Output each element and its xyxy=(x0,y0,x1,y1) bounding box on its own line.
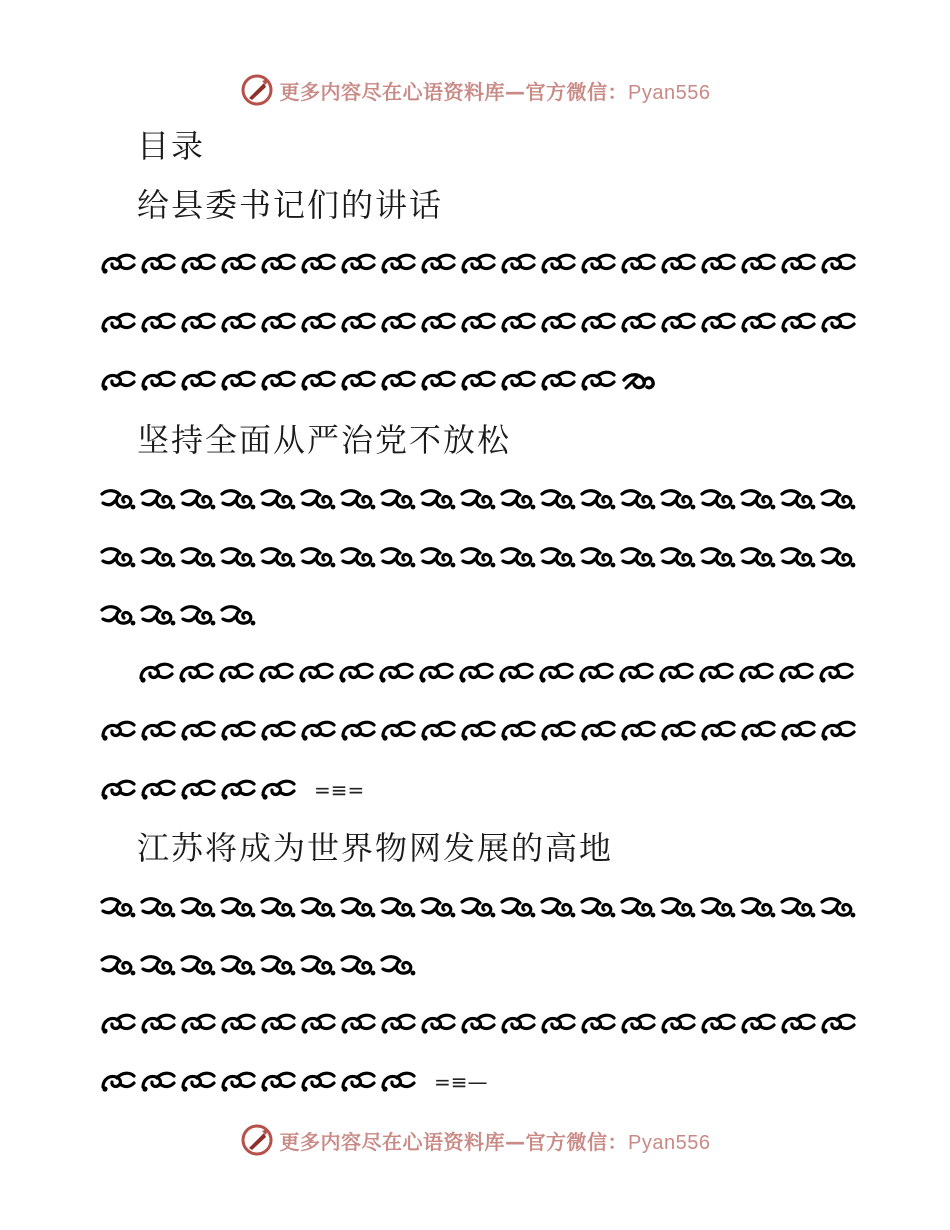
garbled-glyph-icon xyxy=(180,1069,216,1095)
garbled-glyph-icon xyxy=(180,368,216,394)
garbled-text-row xyxy=(100,540,860,574)
garbled-glyph-icon xyxy=(820,1011,856,1037)
page-number-mark: =≡= xyxy=(314,778,365,802)
garbled-glyph-icon xyxy=(380,251,416,277)
garbled-glyph-icon xyxy=(220,718,256,744)
garbled-glyph-icon xyxy=(380,486,416,512)
garbled-glyph-icon xyxy=(300,544,336,570)
garbled-glyph-icon xyxy=(138,660,174,686)
garbled-glyph-icon xyxy=(220,486,256,512)
toc-heading-2: 坚持全面从严治党不放松 xyxy=(137,421,512,459)
garbled-glyph-icon xyxy=(180,894,216,920)
garbled-glyph-icon xyxy=(460,486,496,512)
garbled-glyph-icon xyxy=(140,544,176,570)
garbled-glyph-icon xyxy=(538,660,574,686)
garbled-glyph-icon xyxy=(100,251,136,277)
garbled-glyph-icon xyxy=(700,486,736,512)
garbled-glyph-icon xyxy=(100,1011,136,1037)
garbled-glyph-icon xyxy=(100,486,136,512)
garbled-glyph-icon xyxy=(340,310,376,336)
garbled-glyph-icon xyxy=(260,777,296,803)
garbled-glyph-icon xyxy=(540,1011,576,1037)
garbled-glyph-icon xyxy=(140,1069,176,1095)
garbled-glyph-icon xyxy=(340,251,376,277)
garbled-glyph-icon xyxy=(180,486,216,512)
garbled-glyph-icon xyxy=(140,486,176,512)
garbled-glyph-icon xyxy=(460,251,496,277)
garbled-glyph-icon xyxy=(620,894,656,920)
garbled-glyph-icon xyxy=(700,251,736,277)
garbled-glyph-icon xyxy=(220,1069,256,1095)
garbled-glyph-icon xyxy=(460,894,496,920)
garbled-glyph-icon xyxy=(140,952,176,978)
watermark-id: Pyan556 xyxy=(628,81,711,104)
garbled-glyph-icon xyxy=(260,486,296,512)
garbled-glyph-icon xyxy=(340,894,376,920)
garbled-glyph-icon xyxy=(578,660,614,686)
garbled-glyph-icon xyxy=(540,368,576,394)
toc-title: 目录 xyxy=(137,127,206,165)
garbled-glyph-icon xyxy=(658,660,694,686)
garbled-glyph-icon xyxy=(820,718,856,744)
garbled-glyph-icon xyxy=(260,1011,296,1037)
garbled-glyph-icon xyxy=(820,310,856,336)
garbled-glyph-icon xyxy=(420,368,456,394)
garbled-text-row xyxy=(138,656,858,690)
garbled-glyph-icon xyxy=(100,952,136,978)
garbled-glyph-icon xyxy=(540,251,576,277)
garbled-glyph-icon xyxy=(340,1069,376,1095)
garbled-glyph-icon xyxy=(700,1011,736,1037)
garbled-text-row xyxy=(100,364,660,398)
garbled-glyph-icon xyxy=(540,544,576,570)
quill-logo-icon xyxy=(240,1123,274,1157)
garbled-glyph-icon xyxy=(698,660,734,686)
garbled-glyph-icon xyxy=(340,718,376,744)
garbled-glyph-icon xyxy=(380,1011,416,1037)
garbled-glyph-icon xyxy=(820,544,856,570)
garbled-glyph-icon xyxy=(260,544,296,570)
garbled-glyph-icon xyxy=(500,368,536,394)
garbled-glyph-icon xyxy=(620,310,656,336)
garbled-glyph-icon xyxy=(540,486,576,512)
garbled-glyph-icon xyxy=(540,718,576,744)
garbled-glyph-icon xyxy=(818,660,854,686)
garbled-glyph-icon xyxy=(420,718,456,744)
garbled-text-row xyxy=(100,714,860,748)
garbled-glyph-icon xyxy=(220,251,256,277)
garbled-glyph-icon xyxy=(620,1011,656,1037)
garbled-glyph-icon xyxy=(300,952,336,978)
garbled-glyph-icon xyxy=(258,660,294,686)
garbled-glyph-icon xyxy=(740,544,776,570)
garbled-glyph-icon xyxy=(580,544,616,570)
garbled-glyph-icon xyxy=(140,1011,176,1037)
garbled-glyph-icon xyxy=(500,251,536,277)
garbled-glyph-icon xyxy=(420,1011,456,1037)
garbled-glyph-icon xyxy=(418,660,454,686)
garbled-glyph-icon xyxy=(820,486,856,512)
garbled-glyph-icon xyxy=(660,1011,696,1037)
garbled-glyph-icon xyxy=(220,310,256,336)
garbled-glyph-icon xyxy=(580,894,616,920)
garbled-glyph-icon xyxy=(740,1011,776,1037)
watermark-header xyxy=(0,70,950,110)
garbled-glyph-icon xyxy=(220,602,256,628)
garbled-glyph-icon xyxy=(180,777,216,803)
garbled-glyph-icon xyxy=(298,660,334,686)
garbled-glyph-icon xyxy=(340,952,376,978)
garbled-glyph-icon xyxy=(300,894,336,920)
garbled-glyph-icon xyxy=(540,310,576,336)
garbled-glyph-icon xyxy=(460,544,496,570)
garbled-glyph-icon xyxy=(660,251,696,277)
garbled-glyph-icon xyxy=(140,777,176,803)
garbled-text-row xyxy=(100,247,860,281)
garbled-glyph-icon xyxy=(100,368,136,394)
garbled-text-row xyxy=(100,948,420,982)
page-number-mark: =≡— xyxy=(434,1070,488,1094)
garbled-glyph-icon xyxy=(820,251,856,277)
garbled-glyph-icon xyxy=(340,544,376,570)
garbled-glyph-icon xyxy=(260,952,296,978)
garbled-glyph-icon xyxy=(500,1011,536,1037)
garbled-glyph-icon xyxy=(458,660,494,686)
watermark-text: 更多内容尽在心语资料库—官方微信：Pyan556 xyxy=(279,79,711,104)
garbled-glyph-icon xyxy=(338,660,374,686)
toc-heading-1: 给县委书记们的讲话 xyxy=(137,186,444,224)
garbled-glyph-icon xyxy=(420,251,456,277)
garbled-glyph-icon xyxy=(620,544,656,570)
garbled-glyph-icon xyxy=(700,310,736,336)
garbled-glyph-icon xyxy=(300,486,336,512)
garbled-glyph-icon xyxy=(380,1069,416,1095)
garbled-glyph-icon xyxy=(380,544,416,570)
garbled-glyph-icon xyxy=(460,368,496,394)
garbled-glyph-icon xyxy=(180,952,216,978)
garbled-glyph-icon xyxy=(260,251,296,277)
garbled-glyph-icon xyxy=(460,1011,496,1037)
garbled-glyph-icon xyxy=(780,894,816,920)
garbled-glyph-icon xyxy=(220,544,256,570)
garbled-glyph-icon xyxy=(660,544,696,570)
garbled-glyph-icon xyxy=(100,602,136,628)
garbled-glyph-icon xyxy=(618,660,654,686)
garbled-glyph-icon xyxy=(140,368,176,394)
garbled-glyph-icon xyxy=(220,1011,256,1037)
garbled-glyph-icon xyxy=(740,718,776,744)
garbled-glyph-icon xyxy=(420,310,456,336)
garbled-glyph-icon xyxy=(220,777,256,803)
garbled-glyph-icon xyxy=(620,486,656,512)
garbled-glyph-icon xyxy=(780,310,816,336)
garbled-glyph-icon xyxy=(178,660,214,686)
garbled-glyph-icon xyxy=(218,660,254,686)
garbled-glyph-icon xyxy=(740,486,776,512)
garbled-glyph-icon xyxy=(260,718,296,744)
garbled-glyph-icon xyxy=(380,718,416,744)
garbled-glyph-icon xyxy=(260,310,296,336)
garbled-glyph-icon xyxy=(660,310,696,336)
garbled-glyph-icon xyxy=(340,368,376,394)
garbled-glyph-icon xyxy=(740,310,776,336)
garbled-text-row xyxy=(100,482,860,516)
garbled-glyph-icon xyxy=(380,310,416,336)
garbled-glyph-icon xyxy=(340,486,376,512)
garbled-text-row xyxy=(100,1065,488,1099)
garbled-glyph-icon xyxy=(380,952,416,978)
garbled-glyph-icon xyxy=(220,952,256,978)
garbled-glyph-icon xyxy=(140,894,176,920)
garbled-glyph-icon xyxy=(300,310,336,336)
garbled-glyph-icon xyxy=(180,251,216,277)
garbled-glyph-icon xyxy=(700,894,736,920)
garbled-glyph-icon xyxy=(220,894,256,920)
garbled-glyph-icon xyxy=(580,368,616,394)
garbled-glyph-icon xyxy=(620,718,656,744)
garbled-glyph-icon xyxy=(500,310,536,336)
garbled-glyph-icon xyxy=(740,894,776,920)
garbled-glyph-icon xyxy=(100,1069,136,1095)
garbled-glyph-icon xyxy=(740,251,776,277)
garbled-glyph-icon xyxy=(460,718,496,744)
garbled-text-row xyxy=(100,598,260,632)
garbled-glyph-icon xyxy=(380,894,416,920)
garbled-glyph-icon xyxy=(380,368,416,394)
garbled-glyph-icon xyxy=(460,310,496,336)
garbled-glyph-icon xyxy=(180,718,216,744)
garbled-glyph-icon xyxy=(580,251,616,277)
garbled-glyph-icon xyxy=(180,1011,216,1037)
garbled-glyph-icon xyxy=(140,310,176,336)
garbled-glyph-icon xyxy=(540,894,576,920)
garbled-glyph-icon xyxy=(780,718,816,744)
garbled-glyph-icon xyxy=(180,602,216,628)
garbled-glyph-icon xyxy=(180,310,216,336)
garbled-glyph-icon xyxy=(420,894,456,920)
garbled-glyph-icon xyxy=(220,368,256,394)
garbled-glyph-icon xyxy=(378,660,414,686)
garbled-glyph-icon xyxy=(500,544,536,570)
garbled-glyph-icon xyxy=(100,310,136,336)
garbled-glyph-icon xyxy=(300,1069,336,1095)
garbled-glyph-icon xyxy=(140,602,176,628)
garbled-glyph-icon xyxy=(660,718,696,744)
garbled-text-row xyxy=(100,890,860,924)
garbled-glyph-icon xyxy=(700,718,736,744)
watermark-id: Pyan556 xyxy=(628,1131,711,1154)
watermark-footer xyxy=(0,1120,950,1160)
garbled-glyph-icon xyxy=(500,894,536,920)
garbled-glyph-icon xyxy=(700,544,736,570)
garbled-glyph-icon xyxy=(340,1011,376,1037)
garbled-glyph-icon xyxy=(498,660,534,686)
garbled-glyph-icon xyxy=(420,544,456,570)
garbled-glyph-icon xyxy=(100,894,136,920)
garbled-text-row xyxy=(100,306,860,340)
garbled-glyph-icon xyxy=(300,368,336,394)
garbled-glyph-icon xyxy=(260,368,296,394)
garbled-glyph-icon xyxy=(780,251,816,277)
garbled-glyph-icon xyxy=(660,486,696,512)
garbled-glyph-icon xyxy=(140,718,176,744)
garbled-glyph-icon xyxy=(780,544,816,570)
garbled-glyph-icon xyxy=(180,544,216,570)
toc-heading-3: 江苏将成为世界物网发展的高地 xyxy=(137,829,614,867)
garbled-glyph-icon xyxy=(300,251,336,277)
garbled-glyph-icon xyxy=(660,894,696,920)
garbled-glyph-icon xyxy=(260,894,296,920)
garbled-glyph-icon xyxy=(620,368,656,394)
garbled-glyph-icon xyxy=(580,1011,616,1037)
garbled-glyph-icon xyxy=(500,718,536,744)
garbled-glyph-icon xyxy=(100,777,136,803)
garbled-glyph-icon xyxy=(300,718,336,744)
garbled-glyph-icon xyxy=(580,310,616,336)
garbled-text-row xyxy=(100,1007,860,1041)
garbled-glyph-icon xyxy=(260,1069,296,1095)
garbled-glyph-icon xyxy=(620,251,656,277)
garbled-glyph-icon xyxy=(738,660,774,686)
garbled-text-row xyxy=(100,773,364,807)
garbled-glyph-icon xyxy=(300,1011,336,1037)
garbled-glyph-icon xyxy=(780,1011,816,1037)
garbled-glyph-icon xyxy=(780,486,816,512)
quill-logo-icon xyxy=(240,73,274,107)
garbled-glyph-icon xyxy=(140,251,176,277)
garbled-glyph-icon xyxy=(420,486,456,512)
garbled-glyph-icon xyxy=(820,894,856,920)
garbled-glyph-icon xyxy=(100,544,136,570)
garbled-glyph-icon xyxy=(500,486,536,512)
watermark-text: 更多内容尽在心语资料库—官方微信：Pyan556 xyxy=(279,1129,711,1154)
garbled-glyph-icon xyxy=(100,718,136,744)
garbled-glyph-icon xyxy=(778,660,814,686)
garbled-glyph-icon xyxy=(580,486,616,512)
garbled-glyph-icon xyxy=(580,718,616,744)
